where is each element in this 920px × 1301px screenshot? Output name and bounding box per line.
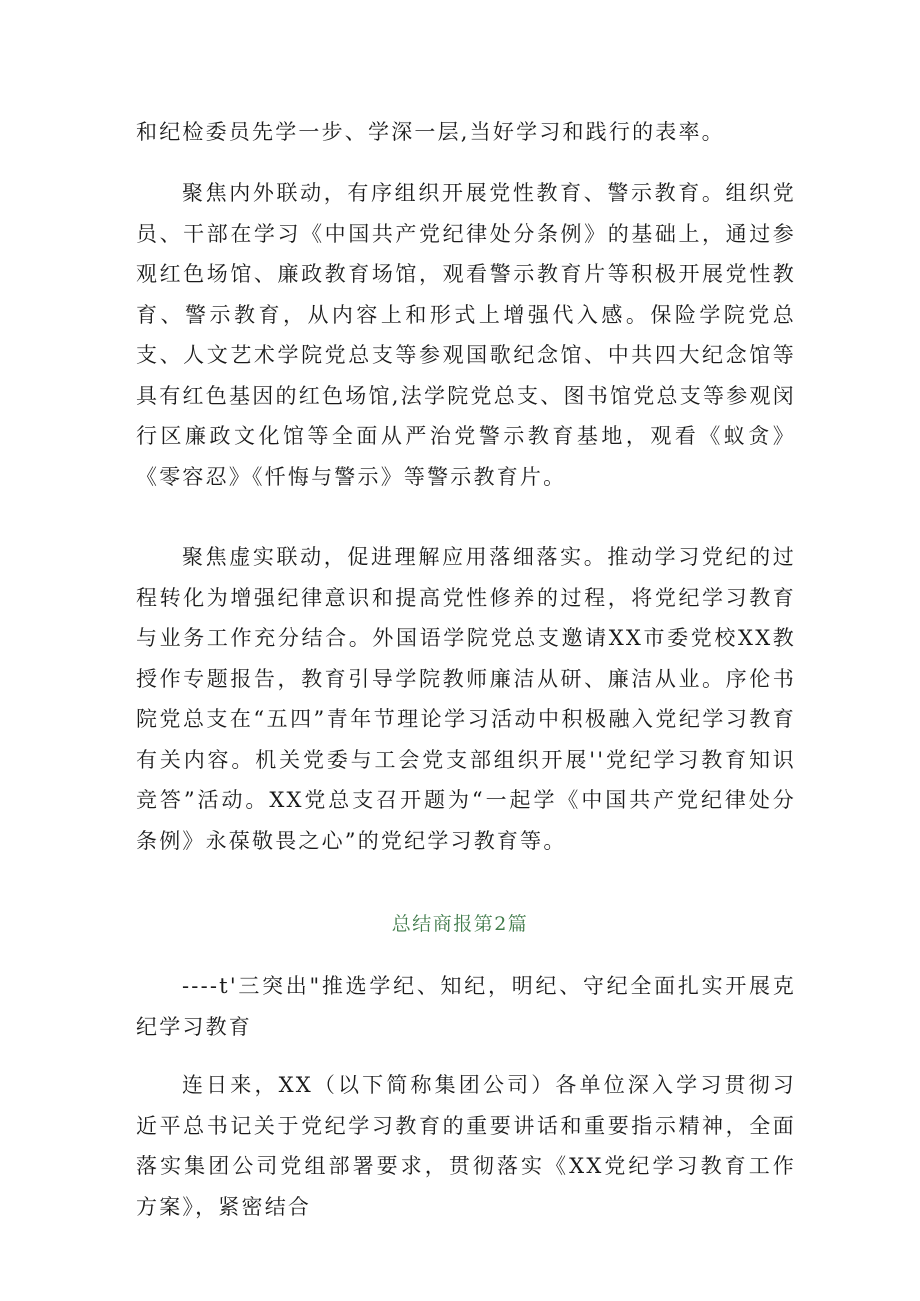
- paragraph-intro: 连日来，XX（以下简称集团公司）各单位深入学习贯彻习近平总书记关于党纪学习教育的重要讲话和重要指示精神，全面落实集团公司党组部署要求，贯彻落实《XX党纪学习教育工作方案》，紧密结合: [136, 1073, 796, 1219]
- section-subtitle: ----t'三突出"推选学纪、知纪，明纪、守纪全面扎实开展克纪学习教育: [136, 974, 796, 1039]
- paragraph-virtual-real-linkage: 聚焦虚实联动，促进理解应用落细落实。推动学习党纪的过程转化为增强纪律意识和提高党性修养的过程，将党纪学习教育与业务工作充分结合。外国语学院党总支邀请XX市委党校XX教授作专题报告，教育引导学院教师廉洁从研、廉洁从业。序伦书院党总支在“五四”青年节理论学习活动中积极融入党纪学习教育有关内容。机关党委与工会党支部组织开展''党纪学习教育知识竞答”活动。XX党总支召开题为“一起学《中国共产党纪律处分条例》永葆敬畏之心”的党纪学习教育等。: [136, 545, 796, 853]
- paragraph-internal-external-linkage: 聚焦内外联动，有序组织开展党性教育、警示教育。组织党员、干部在学习《中国共产党纪律处分条例》的基础上，通过参观红色场馆、廉政教育场馆，观看警示教育片等积极开展党性教育、警示教育，从内容上和形式上增强代入感。保险学院党总支、人文艺术学院党总支等参观国歌纪念馆、中共四大纪念馆等具有红色基因的红色场馆,法学院党总支、图书馆党总支等参观闵行区廉政文化馆等全面从严治党警示教育基地，观看《蚁贪》《零容忍》《忏悔与警示》等警示教育片。: [136, 181, 796, 489]
- paragraph-continuation: 和纪检委员先学一步、学深一层,当好学习和践行的表率。: [136, 120, 725, 144]
- section-heading: 总结商报第2篇: [391, 913, 529, 935]
